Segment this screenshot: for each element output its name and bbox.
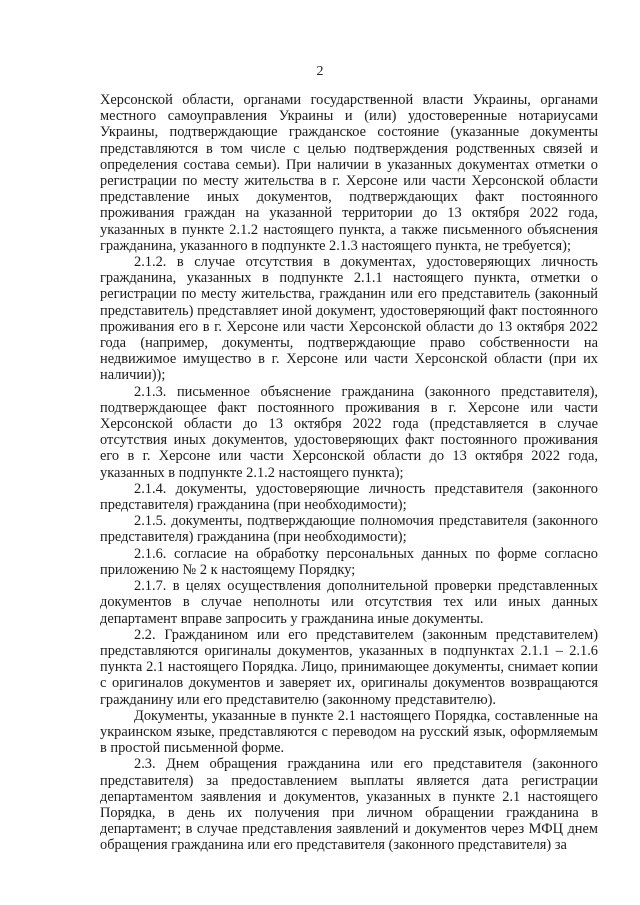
page-number: 2 (316, 64, 324, 79)
paragraph: 2.3. Днем обращения гражданина или его представителя (законного представителя) за предоставлением выплаты является дата регистрации департаментом заявления и документов, указанных в пункте 2.1 настоящего Порядка, в день их получения при личном обращении гражданина в департамент; в случае представления заявлений и документов через МФЦ днем обращения гражданина или его представителя (законного представителя) за (100, 756, 598, 854)
paragraph: 2.1.4. документы, удостоверяющие личность представителя (законного представителя) гражданина (при необходимости); (100, 480, 598, 514)
paragraph: 2.2. Гражданином или его представителем (законным представителем) представляются оригиналы документов, указанных в подпунктах 2.1.1 – 2.1.6 пункта 2.1 настоящего Порядка. Лицо, принимающее документы, снимает копии с оригиналов документов и заверяет их, оригиналы документов возвращаются гражданину или его представителю (законному представителю). (100, 626, 598, 708)
paragraph: Херсонской области, органами государственной власти Украины, органами местного самоуправления Украины и (или) удостоверенные нотариусами Украины, подтверждающие гражданское состояние (указанные документы представляются в том числе с целью подтверждения родственных связей и определения состава семьи). При наличии в указанных документах отметки о регистрации по месту жительства в г. Херсоне или части Херсонской области представление иных документов, подтверждающих факт постоянного проживания граждан на указанной территории до 13 октября 2022 года, указанных в пункте 2.1.2 настоящего пункта, а также письменного объяснения гражданина, указанного в подпункте 2.1.3 настоящего пункта, не требуется); (100, 92, 598, 254)
document-body (100, 92, 598, 854)
paragraph: Документы, указанные в пункте 2.1 настоящего Порядка, составленные на украинском языке, представляются с переводом на русский язык, оформляемым в простой письменной форме. (100, 707, 598, 757)
paragraph: 2.1.7. в целях осуществления дополнительной проверки представленных документов в случае неполноты или отсутствия тех или иных данных департамент вправе запросить у гражданина иные документы. (100, 578, 598, 627)
paragraph: 2.1.5. документы, подтверждающие полномочия представителя (законного представителя) гражданина (при необходимости); (100, 513, 598, 546)
paragraph: 2.1.2. в случае отсутствия в документах, удостоверяющих личность гражданина, указанных в подпункте 2.1.1 настоящего пункта, отметки о регистрации по месту жительства, гражданин или его представитель (законный представитель) представляет иной документ, удостоверяющий факт постоянного проживания его в г. Херсоне или части Херсонской области до 13 октября 2022 года (например, документы, подтверждающие право собственности на недвижимое имущество в г. Херсоне или части Херсонской области (при их наличии)); (100, 254, 598, 384)
paragraph: 2.1.6. согласие на обработку персональных данных по форме согласно приложению № 2 к настоящему Порядку; (100, 545, 598, 578)
paragraph: 2.1.3. письменное объяснение гражданина (законного представителя), подтверждающее факт постоянного проживания в г. Херсоне или части Херсонской области до 13 октября 2022 года (представляется в случае отсутствия иных документов, удостоверяющих факт постоянного проживания его в г. Херсоне или части Херсонской области до 13 октября 2022 года, указанных в подпункте 2.1.2 настоящего пункта); (100, 383, 598, 481)
